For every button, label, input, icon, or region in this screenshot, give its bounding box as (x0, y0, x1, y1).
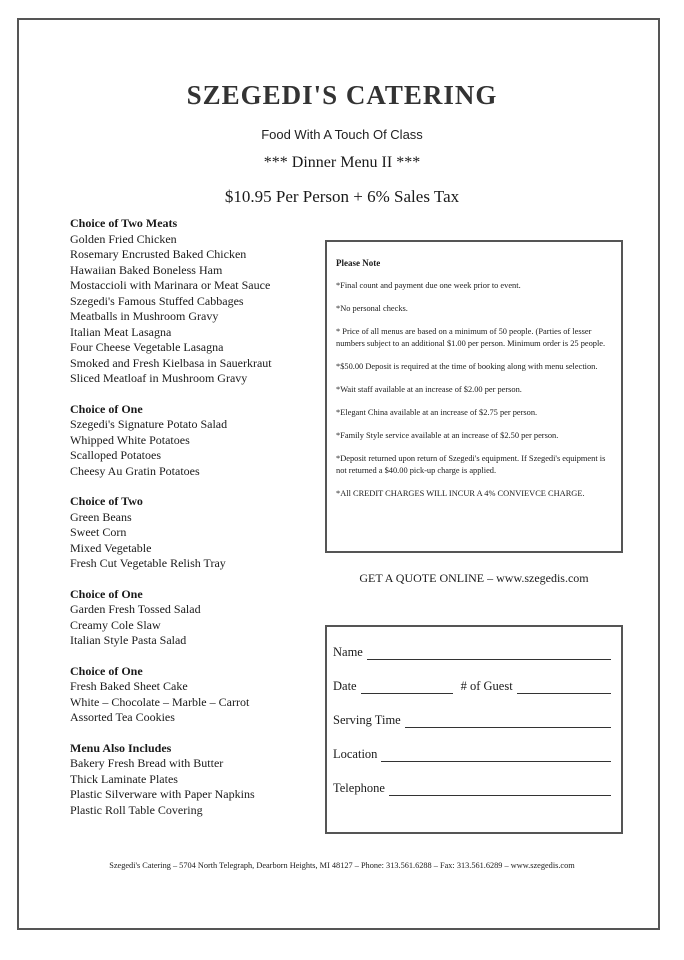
quote-form (325, 625, 623, 834)
menu-item: Bakery Fresh Bread with Butter (70, 756, 224, 770)
name-row (333, 645, 611, 660)
menu-item: Thick Laminate Plates (70, 771, 178, 786)
menu-item: Sweet Corn (70, 525, 127, 539)
telephone-label: Telephone (333, 781, 385, 795)
menu-item: Four Cheese Vegetable Lasagna (70, 340, 224, 354)
note-line: * Price of all menus are based on a minimum of 50 people. (Parties of lesser numbers subject to an additional $1.00 per person. Minimum order is 25 people. (336, 327, 606, 348)
menu-item: White – Chocolate – Marble – Carrot (70, 694, 250, 709)
menu-item: Hawaiian Baked Boneless Ham (70, 262, 223, 277)
section-heading: Menu Also Includes (70, 740, 172, 755)
menu-sections (70, 216, 330, 833)
menu-item: Plastic Silverware with Paper Napkins (70, 787, 255, 801)
guests-label: # of Guest (460, 679, 513, 693)
section-heading: Choice of Two Meats (70, 216, 178, 230)
section-meats (70, 216, 330, 387)
serving-time-label: Serving Time (333, 713, 401, 727)
menu-item: Cheesy Au Gratin Potatoes (70, 463, 200, 478)
menu-item: Plastic Roll Table Covering (70, 802, 203, 817)
menu-item: Whipped White Potatoes (70, 432, 190, 447)
date-row (333, 679, 611, 694)
note-line: *$50.00 Deposit is required at the time of booking along with menu selection. (336, 362, 598, 371)
serving-time-field[interactable] (405, 715, 611, 728)
note-line: *Deposit returned upon return of Szegedi's equipment. If Szegedi's equipment is not returned a $40.00 pick-up charge is applied. (336, 454, 606, 475)
menu-item: Meatballs in Mushroom Gravy (70, 309, 219, 323)
menu-item: Scalloped Potatoes (70, 448, 161, 462)
note-line: *All CREDIT CHARGES WILL INCUR A 4% CONVIEVCE CHARGE. (336, 489, 585, 498)
menu-item: Rosemary Encrusted Baked Chicken (70, 247, 247, 261)
serving-time-row (333, 713, 611, 728)
menu-item: Mostaccioli with Marinara or Meat Sauce (70, 278, 271, 292)
name-field[interactable] (367, 647, 611, 660)
section-heading: Choice of One (70, 586, 143, 601)
section-potatoes (70, 402, 330, 480)
menu-item: Assorted Tea Cookies (70, 710, 175, 724)
section-vegetables (70, 494, 330, 572)
note-line: *No personal checks. (336, 304, 408, 313)
quote-online-text: GET A QUOTE ONLINE – www.szegedis.com (359, 571, 589, 585)
menu-item: Fresh Cut Vegetable Relish Tray (70, 556, 226, 570)
note-line: *Family Style service available at an increase of $2.50 per person. (336, 431, 559, 440)
please-note-box (325, 240, 623, 553)
price-line: $10.95 Per Person + 6% Sales Tax (224, 187, 460, 206)
menu-item: Creamy Cole Slaw (70, 617, 161, 632)
menu-item: Italian Meat Lasagna (70, 324, 172, 339)
menu-name: *** Dinner Menu II *** (263, 154, 421, 171)
footer-contact: Szegedi's Catering – 5704 North Telegraph, Dearborn Heights, MI 48127 – Phone: 313.561.6288 – Fax: 313.561.6289 – www.szegedis.com (109, 861, 575, 870)
menu-item: Garden Fresh Tossed Salad (70, 602, 201, 616)
note-heading: Please Note (336, 258, 381, 268)
menu-item: Smoked and Fresh Kielbasa in Sauerkraut (70, 355, 272, 370)
section-desserts (70, 664, 330, 726)
section-includes (70, 741, 330, 819)
telephone-field[interactable] (389, 783, 611, 796)
menu-item: Golden Fried Chicken (70, 231, 177, 246)
menu-item: Sliced Meatloaf in Mushroom Gravy (70, 371, 248, 385)
note-line: *Elegant China available at an increase of $2.75 per person. (336, 408, 538, 417)
location-label: Location (333, 747, 378, 761)
name-label: Name (333, 645, 363, 659)
section-heading: Choice of One (70, 663, 143, 678)
menu-item: Fresh Baked Sheet Cake (70, 679, 188, 693)
menu-item: Mixed Vegetable (70, 540, 152, 555)
location-row (333, 747, 611, 762)
telephone-row (333, 781, 611, 796)
date-label: Date (333, 679, 357, 693)
menu-item: Szegedi's Signature Potato Salad (70, 417, 228, 431)
menu-item: Szegedi's Famous Stuffed Cabbages (70, 293, 244, 308)
menu-item: Italian Style Pasta Salad (70, 633, 187, 647)
section-salads (70, 587, 330, 649)
page-title: SZEGEDI'S CATERING (186, 80, 498, 110)
note-line: *Wait staff available at an increase of $2.00 per person. (336, 385, 522, 394)
guests-field[interactable] (517, 681, 611, 694)
section-heading: Choice of One (70, 401, 143, 416)
section-heading: Choice of Two (70, 494, 143, 508)
menu-item: Green Beans (70, 509, 132, 524)
location-field[interactable] (381, 749, 611, 762)
note-line: *Final count and payment due one week prior to event. (336, 281, 521, 290)
tagline: Food With A Touch Of Class (261, 127, 423, 142)
date-field[interactable] (361, 681, 453, 694)
